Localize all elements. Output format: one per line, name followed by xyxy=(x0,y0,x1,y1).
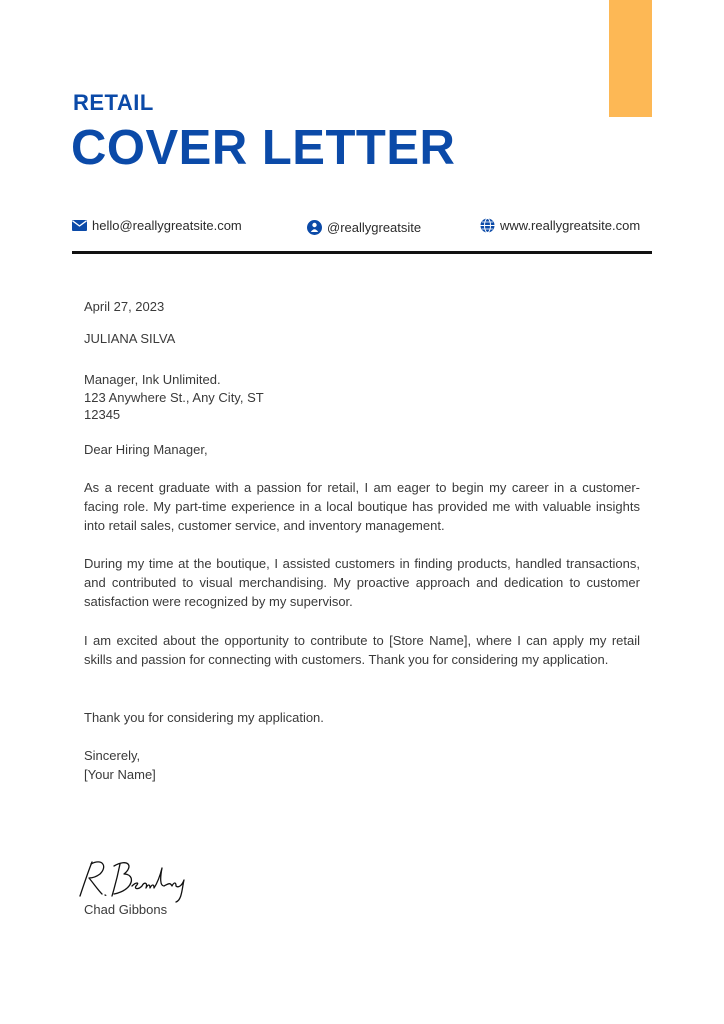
contact-email[interactable] xyxy=(72,215,242,235)
salutation: Dear Hiring Manager, xyxy=(84,442,208,457)
social-handle-text[interactable]: @reallygreatsite xyxy=(327,219,422,235)
accent-bar xyxy=(609,0,652,117)
letter-paragraph-1: As a recent graduate with a passion for retail, I am eager to begin my career in a customer-facing role. My part-time experience in a local boutique has provided me with valuable insights into retail sales, customer service, and inventory management. xyxy=(84,480,640,533)
letter-paragraph-4: Thank you for considering my application. xyxy=(84,710,324,725)
closing: Sincerely, xyxy=(84,748,141,763)
contact-social[interactable] xyxy=(307,217,421,237)
recipient-address-line2: 123 Anywhere St., Any City, ST xyxy=(84,390,264,405)
website-text[interactable]: www.reallygreatsite.com xyxy=(500,217,641,233)
letter-date: April 27, 2023 xyxy=(84,299,165,314)
header-divider xyxy=(72,251,652,254)
your-name-placeholder: [Your Name] xyxy=(84,767,156,782)
person-icon xyxy=(307,220,322,235)
signer-name: Chad Gibbons xyxy=(84,902,168,917)
document-kicker: RETAIL xyxy=(73,90,154,115)
handwritten-signature xyxy=(78,856,208,906)
contact-website[interactable] xyxy=(480,215,640,235)
letter-paragraph-2: During my time at the boutique, I assisted customers in finding products, handled transactions, and contributed to visual merchandising. My proactive approach and dedication to customer satisfaction were recognized by my supervisor. xyxy=(84,556,640,609)
recipient-address-line3: 12345 xyxy=(84,407,121,422)
globe-icon xyxy=(480,218,495,233)
recipient-name: JULIANA SILVA xyxy=(84,331,176,346)
letter-paragraph-3: I am excited about the opportunity to contribute to [Store Name], where I can apply my retail skills and passion for connecting with customers. Thank you for considering my application. xyxy=(84,633,640,667)
email-text[interactable]: hello@reallygreatsite.com xyxy=(92,217,242,233)
mail-icon xyxy=(72,220,87,231)
recipient-address-line1: Manager, Ink Unlimited. xyxy=(84,372,221,387)
document-title: COVER LETTER xyxy=(71,121,456,175)
